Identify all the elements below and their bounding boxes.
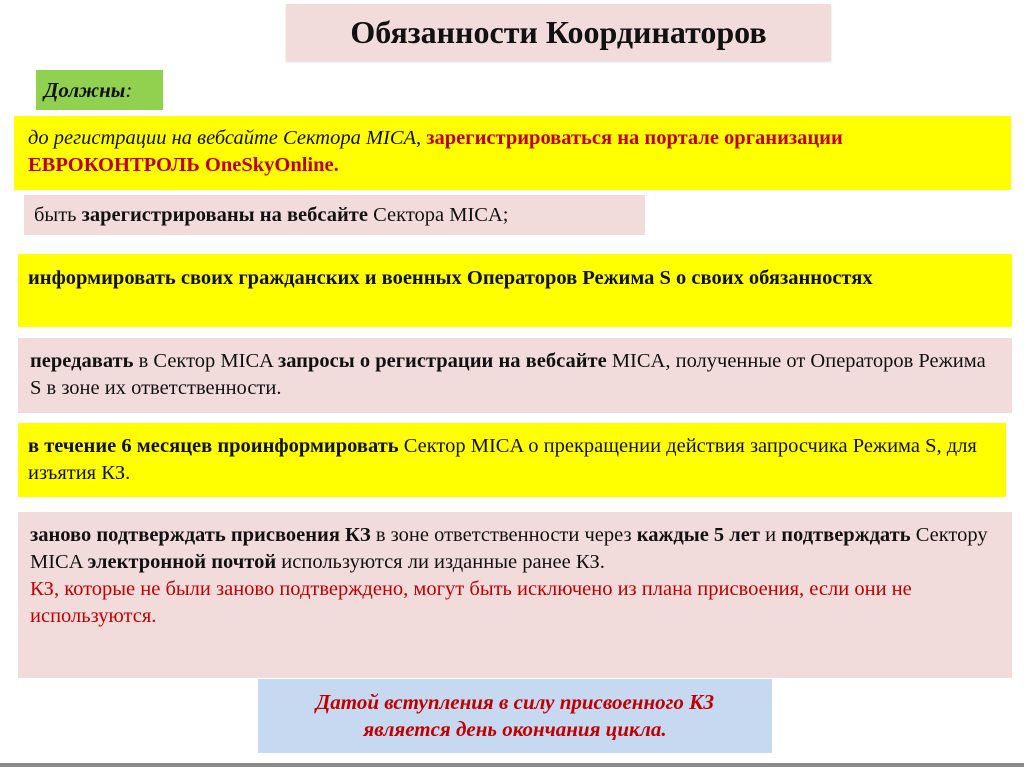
duty-4-text-c: запросы о регистрации на вебсайте xyxy=(277,350,607,372)
duty-6-text-e: подтверждать xyxy=(781,524,911,546)
duty-6-text-a: заново подтверждать присвоения КЗ xyxy=(30,524,371,546)
duty-1-text-a: до регистрации на вебсайте Сектора MICA xyxy=(28,127,417,149)
bottom-divider xyxy=(0,763,1024,767)
duty-2-text-c: Сектора MICA; xyxy=(367,204,509,226)
duty-item-5 xyxy=(18,423,1006,497)
duty-item-2 xyxy=(18,195,645,235)
duty-5-text-a: в течение 6 месяцев проинформировать xyxy=(28,435,399,457)
duty-3-text-a: информировать своих гражданских и военных Операторов Режима S о своих обязанностях xyxy=(28,267,873,289)
duty-6-text-f: Сектору MICA xyxy=(30,524,988,573)
duty-1-text-b: , xyxy=(416,127,427,149)
duty-1-text-c: зарегистрироваться на портале организации ЕВРОКОНТРОЛЬ OneSkyOnline. xyxy=(28,127,843,176)
must-label-text: Должны xyxy=(44,77,126,102)
effective-date-note-text: Датой вступления в силу присвоенного КЗ является день окончания цикла. xyxy=(315,690,715,741)
duty-item-4 xyxy=(18,338,1012,413)
duty-2-text-a: быть xyxy=(34,204,82,226)
duty-6-text-g: электронной почтой xyxy=(87,551,277,573)
duty-5-text-b: Сектор MICA о прекращении действия запросчика Режима S, для изъятия КЗ. xyxy=(28,435,977,484)
duty-item-3 xyxy=(18,254,1012,327)
effective-date-note xyxy=(258,679,772,753)
duty-4-text-a: передавать xyxy=(30,350,134,372)
duty-6-text-h: используются ли изданные ранее КЗ. xyxy=(276,551,605,573)
duty-4-text-d: MICA, полученные от Операторов Режима S в зоне их ответственности. xyxy=(30,350,986,399)
duty-2-text-b: зарегистрированы на вебсайте xyxy=(81,204,368,226)
duty-4-text-b: в Сектор MICA xyxy=(133,350,278,372)
must-label-colon: : xyxy=(125,77,133,102)
duty-item-1 xyxy=(14,116,1011,190)
page-title: Обязанности Координаторов xyxy=(286,4,831,61)
duty-6-text-b: в зоне ответственности через xyxy=(370,524,637,546)
must-label xyxy=(36,70,163,110)
duty-6-warning: КЗ, которые не были заново подтверждено, могут быть исключено из плана присвоения, если они не используются. xyxy=(30,578,912,627)
duty-item-6 xyxy=(18,512,1012,678)
duty-6-text-c: каждые 5 лет xyxy=(636,524,760,546)
duty-6-text-d: и xyxy=(759,524,782,546)
